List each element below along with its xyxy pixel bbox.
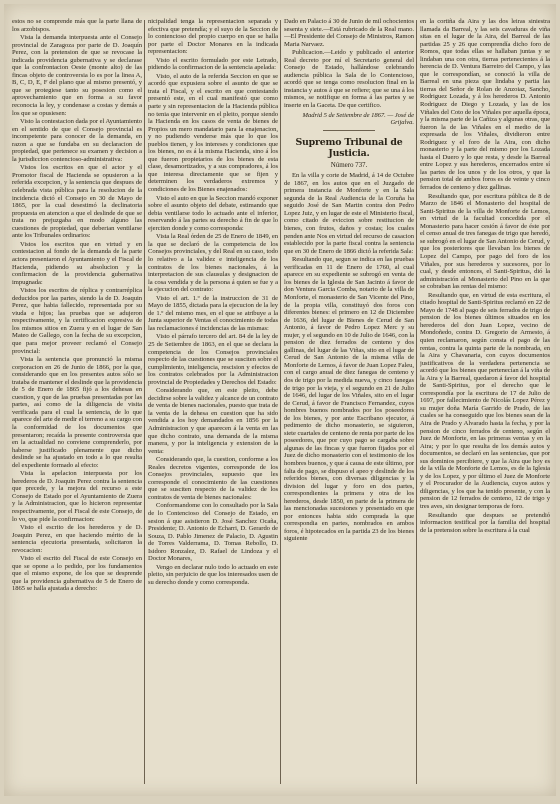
column-rule (144, 20, 145, 784)
signature-line: Madrid 5 de Setiembre de 1867. — José de Grijalva. (302, 111, 414, 127)
paragraph: Vista la demanda interpuesta ante el Consejo provincial de Zaragoza por parte de D. Joaquín Perez, con la pretension de que se revocase la indicada providencia gubernativa y se declarase que la confrontacion Oeste (monte alto) de las fincas objeto de controversia lo es por la linea A, B, C, D, E, F del plano que al mismo presentó, y que se protegiese tanto su posesion como el aprovechamiento que en forma a su favor reconocia la ley, y condenase a costas y demás a los que se opusiesen: (12, 34, 142, 117)
paragraph: Vistos los escritos de réplica y contrarréplica deducidos por las partes, siendo la de D. Joaquin Perez, que habia fallecido, representada por su viuda e hijos; las pruebas que se adujeron respectivamente, y la certificacion expresiva de los mismos sitios en Zuera y en el lugar de San Mateo de Gallego, con la fecha de su excepcion, que para mejor proveer reclamó el Consejo provincial: (12, 287, 142, 355)
column-rule (416, 20, 417, 784)
paragraph: Visto la contestacion dada por el Ayuntamiento en el sentido de que el Consejo provincial es incompetente para conocer de la demanda, en razon a que se fundaba en su declaracion de propiedad, que pertenece su examen y decision a la jurisdiccion contencioso-administrativa: (12, 118, 142, 163)
paragraph: Resultando que, por escritura pública de 8 de Marzo de 1846 el Monasterio del hospital de Santi-Spiritus de la villa de Monforte de Lemos, en virtud de la facultad concedida por el Monasterio para hacer cesión á favor de éste por el censo anual de tres fanegas de trigo que heredó, se subrogó en el lugar de San Antonio de Cerud, y que los posteriores que llevaban los bienes de Lopez del Campo, por pago del foro de los Viñales, por sus herederos y sucesores, por lo cual, y desde entonces, el Santi-Spiritus, dió la administración al Monasterio del Pino en la que se cobraban las rentas del mismo: (420, 192, 550, 291)
paragraph: Visto, el auto de la referida Seccion en que se acordó que expusiera sobre el asunto de que se trata el Fiscal, y el escrito en que contestando presentó este, en el cual manifestó que como parte y sin representacion de la Hacienda pública no tenia que intervenir en el pleito, porque siendo la Hacienda en los casos de venta de bienes de Propios un mero mandatario para la enajenacion, y no pudiendo venderse más que lo que los pueblos tienen, y los intereses y condiciones que los bienes, no es á la misma Hacienda, sino á los que fueron propietarios de los bienes de esta clase, desamortizados, y a sus compradores, á los que interesa directamente que se fijen y determinen los verdaderos extremos y condiciones de los Bienes enajenados: (148, 72, 278, 194)
paragraph: Vista la sentencia que pronunció la misma corporacion en 26 de Junio de 1866, por la que, considerando que en los presentes autos sólo se trataba de mantener el deslinde que la providencia de 5 de Enero de 1865 fijó a los dehesas en cuestion, y que de las pruebas presentadas por las partes, así como de la diligencia de visita verificada para el cual la sentencia, de lo que aparece del arte de medir el terreno a su cargo con la conformidad de los documentos que presentaron; recaída la presente controversia que en la actualidad no conviene comprenderlo, por haberse justificado plenamente que dicho deslinde se ha ajustado en todo a lo que resulta del expediente formado al efecto: (12, 356, 142, 469)
paragraph: Visto el escrito de los herederos y de D. Joaquin Perez, en que haciendo mérito de la sentencia ejecutoria presentada, solicitaron la revocacion: (12, 524, 142, 554)
paragraph: en la cortiña da Aira y las dos leiras siniestra llamada da Barreal, y las seis cavaduras de viña sitas en el lugar de la Aira, del Barreal de las partidas 25 y 26 que comprendía dicho foro de Romos, que todas ellas se hallaban juntas y se lindaban una con otra, tierras pertenecientes á la herencia de D. Ventura Barreiro del Campo, y las que le correspondían, se conoció la villa de Barreal en una pieza que lindaba y partia las tierras del Señor de Rolan de Anzoiaz, Sancho, Rodriguez Lozada, y á los herederos D. Antonio Rodriguez de Diego y Lozada, y las de los Viñales del Coto de los Viñales por aquella época, y la misma parte de la Cañiza y algunas otras, que fueron la de las Viñales en el medio de la expresada de los Viñales, dividieron entre Rodriguez y el foro de la Aira, con dicho monasterio y la parte del mismo por los Lozada hasta el Duero y lo que resta, y desde la Barreal entre Lopez y sus herederos, encerrados entre sí las partes de los unos y de los otros, y que la pension total de ambos foros es de veinte y cinco ferrados de centeno y diez gallinas. (420, 18, 550, 192)
case-number: Número 737. (330, 160, 368, 169)
paragraph: Resultando que, en virtud de esta escritura, el citado hospital de Santi-Spiritus reclamó en 22 de Mayo de 1748 al pago de seis ferrados de trigo de pension de los bienes últimos situados en los herederos del don Juan Lopez, vecino de Mondoñedo, contra D. Gregorio de Armesto, á quien reclamaron, según consta el pago de las rentas, contra la quinta parte de la nombrada, en la Aira y Chavanaria, con cuyos documentos justificativos de la verdadera pertenencia se acordó que los bienes que pertenecían á la viña de la Aira y la Barreal, quedaron á favor del hospital de Santi-Spiritus, por el derecho que le correspondía por la escritura de 17 de Julio de 1697, por fallecimiento de Nicolás Lopez Pérez y su mujer doña María Garrido de Prado, de las cuales se ha conseguido que los bienes sean de la Aira de Prado y Alvarado hasta la fecha, y por la pension de cinco ferrados de centeno, según el Juez de Monforte, en las primeras ventas y en la Aira; y por lo que resulta de los demás autos y documentos, se declaró en las sentencias, que por sus dominios percibiere, y que la Aira que hoy es de la villa de Monforte de Lemos, es de la Iglesia y de los Lopez, y por último el Juez de Monforte y el Procurador de la Audiencia, cuyos autos y diligencias, y los que ha tenido presente, y con la pension de 12 ferrados de centeno, 12 de trigo y tres aves, sin designar temporas de foro. (420, 291, 550, 510)
paragraph: En la villa y corte de Madrid, á 14 de Octubre de 1867, en los autos que en el Juzgado de primera instancia de Monforte y en la Sala segunda de la Real Audiencia de la Coruña ha seguido José de San Martin contra don Pedro Lopez Juiz, y en lugar de este el Ministerio fiscal, como citado de eviccion sobre restitucion de bienes, con frutos, daños y costas; los cuales penden ante Nos en virtud del recurso de casacion establecido por la parte fiscal contra la sentencia que en 30 de Enero de 1866 dictó la referida Sala: (284, 172, 414, 255)
text-column-1 (12, 18, 142, 786)
section-heading: Supremo Tribunal de Justicia. (295, 136, 403, 159)
text-column-2 (148, 18, 278, 786)
text-column-4 (420, 18, 550, 786)
paragraph: Visto el escrito formulado por este Letrado, pidiendo la confirmacion de la sentencia apelada: (148, 56, 278, 72)
newspaper-page (4, 4, 556, 796)
paragraph: Vengo en declarar nulo todo lo actuado en este pleito, sin perjuicio de que los interesados usen de su derecho donde y como corresponda. (148, 563, 278, 586)
paragraph: Vista la apelacion interpuesta por los herederos de D. Joaquin Perez contra la sentencia que precede, y la mejora del recurso a este Consejo de Estado por el Ayuntamiento de Zuera y la Administracion, que lo hicieron representar respectivamente, por el Fiscal de este Consejo, de lo vo, que pide la confirmacion: (12, 470, 142, 523)
text-column-3 (284, 18, 414, 786)
paragraph: Vistos los escritos que en virtud y en contestacion al fondo de la demanda de la parte actora presentaron el Ayuntamiento y el Fiscal de Hacienda, pidiendo su absolucion y la confirmacion de la providencia gubernativa impugnada: (12, 240, 142, 286)
paragraph: Resultando que, segun se indica en las pruebas verificadas en 11 de Enero de 1760, al cual aparece en su expediente se subrogó en venta de los bienes de la Iglesia de San Jacinto á favor de don Ventura Garcia Comba, notario de la villa de Monforte, el monasterio de San Vicente del Pino, de la propia villa, constituyó dos foros con diferentes bienes: el primero en 12 de Diciembre de 1636, del lugar de Bienes de Cerud de San Antonio, á favor de Pedro Lopez Merc y su mujer, y el segundo en 10 de Julio de 1646, con la pension de diez ferrados de centeno y dos gallinas, del lugar de las Viñas, sito en el lugar de Cerud de San Antonio de la misma villa de Monforte de Lemos, á favor de Juan Lopez Faleu, con el cargo anual de diez fanegas de centeno y dos de trigo por la medida nueva, y cinco fanegas de trigo por la vieja, y el segundo en 21 de Julio de 1646, del lugar de los Viñales, sito en el lugar de Cerud, á favor de Francisco Fernandez, cuyos hombres buenos nombrados por los poseedores de los bienes, y por ante Escribano ejecutor, á pedimento de dicho monasterio, se siguieron, siete cuartales de centeno de renta por parte de los poseedores, que por cuyo pago se cargaba sobre algunas de las fincas y que fueron fijados por el Juez de dicho monasterio con el testimonio de los hombres buenos, y que á causa de este último, por falta de pago, se dispuso el apeo y deslinde de los referidos bienes, con diversas diligencias y la division del lugar y foro en dos partes, correspondientes la primera y otra de los herederos, desde 1850, en parte de la primera de las mencionadas sucesiones y presentado en que por entonces habia sido comprada la que correspondia en partes, nombrados en ambos foros, é hipotecados en la partida 23 de los bienes siguiente (284, 256, 414, 543)
paragraph: Resultando que despues se pretendió informacion testifical por la familia del hospital de la pretension sobre la escritura á la cual (420, 511, 550, 534)
paragraph: Visto el escrito del Fiscal de este Consejo en que se opone a lo pedido, por los fundamentos que el mismo expone, de los que se desprende que la providencia gubernativa de 5 de Enero de 1865 se halla ajustada a derecho: (12, 555, 142, 593)
paragraph: estos no se comprende más que la parte llana de los arzobispos. (12, 18, 142, 33)
paragraph: nicipalidad tenga la representacion separada y efectiva que pretendía; y el suyo de la Seccion de lo contencioso del propio cuerpo en que se halla por parte el Doctor Monares en la indicada representacion: (148, 18, 278, 56)
paragraph: Dado en Palacio á 30 de Junio de mil ochocientos sesenta y siete.—Está rubricado de la Real mano.—El Presidente del Consejo de Ministros, Ramon Maria Narvaez. (284, 18, 414, 48)
section-divider (323, 130, 375, 131)
paragraph: Visto el art. 1.º de la instruccion de 31 de Mayo de 1855, dictada para la ejecucion de la ley de 1.º del mismo mes, en el que se atribuye a la Junta superior de Ventas el conocimiento de todas las reclamaciones é incidencias de las mismas: (148, 294, 278, 332)
paragraph: Conformandome con lo consultado por la Sala de lo Contencioso del Consejo de Estado, en sesion á que asistieron D. José Sanchez Ocaña, Presidente; D. Antonio de Echarri, D. Gerardo de Souza, D. Pablo Jimenez de Palacio, D. Agustin de Torres Valderrama, D. Tomas Rebollo, D. Isidoro Ronzalez, D. Rafael de Lindoza y el Doctor Monares, (148, 502, 278, 563)
column-rule (280, 20, 281, 784)
paragraph: Visto el párrafo tercero del art. 84 de la ley de 25 de Setiembre de 1863, en el que se declara la competencia de los Consejos provinciales respecto de las cuestiones que se susciten sobre el cumplimiento, inteligencia, rescision y efectos de los contratos celebrados por la Administracion provincial de Propiedades y Derechos del Estado: (148, 333, 278, 386)
paragraph: Vistos los escritos en que el actor y el Promotor fiscal de Hacienda se opusieron a la referida excepcion, y la sentencia que despues de celebrada vista pública para la resolucion de la incidencia dictó el Consejo en 30 de Mayo de 1865, por la cual desestimó la declinatoria propuesta en atencion a que el deslinde de que se trata no prejuzgaba en modo alguno las cuestiones de propiedad, que deberian ventilarse ante los Tribunales ordinarios: (12, 164, 142, 240)
paragraph: Considerando que, en este pleito, debe decidirse sobre la validez y alcance de un contrato de venta de bienes nacionales, puesto que trata de la venta de la dehesa en cuestion que ha sido vendida a los hoy demandados en 1856 por la Administracion y que aparecen á la venta en las que dicho contrato, una demanda de la misma manera, y por la inteligencia y extension de la venta: (148, 387, 278, 455)
paragraph: Vista la Real órden de 25 de Enero de 1849, en la que se declaró de la competencia de los Consejos provinciales, y del Real en su caso, todo lo relativo a la validez e inteligencia de los contratos de los bienes nacionales, á la interpretacion de sus clausulas y designacion de la cosa vendida y de la persona á quien se fue y a la ejecucion del contrato: (148, 233, 278, 294)
paragraph: Considerando que, la cuestion, conforme a los Reales decretos vigentes, corresponde de los Consejos provinciales, supuesto que les corresponde el conocimiento de las cuestiones que se susciten respecto de la validez de los contratos de venta de bienes nacionales: (148, 456, 278, 501)
paragraph: Publicacion.—Leido y publicado el anterior Real decreto por mí el Secretario general del Consejo de Estado, hallándose celebrando audiencia pública la Sala de lo Contencioso, acordó que se tenga como resolucion final en la instancia y autos á que se refiere; que se una á los mismos, se notifique en forma á las partes y se inserte en la Gaceta. De que certifico. (284, 49, 414, 110)
paragraph: Visto el auto en que la Seccion mandó exponer sobre el asunto objeto del debate, estimando que debia ventilarse todo lo actuado ante el inferior, reservando á las partes su derecho á fin de que lo ejerciten donde y como corresponda: (148, 194, 278, 232)
